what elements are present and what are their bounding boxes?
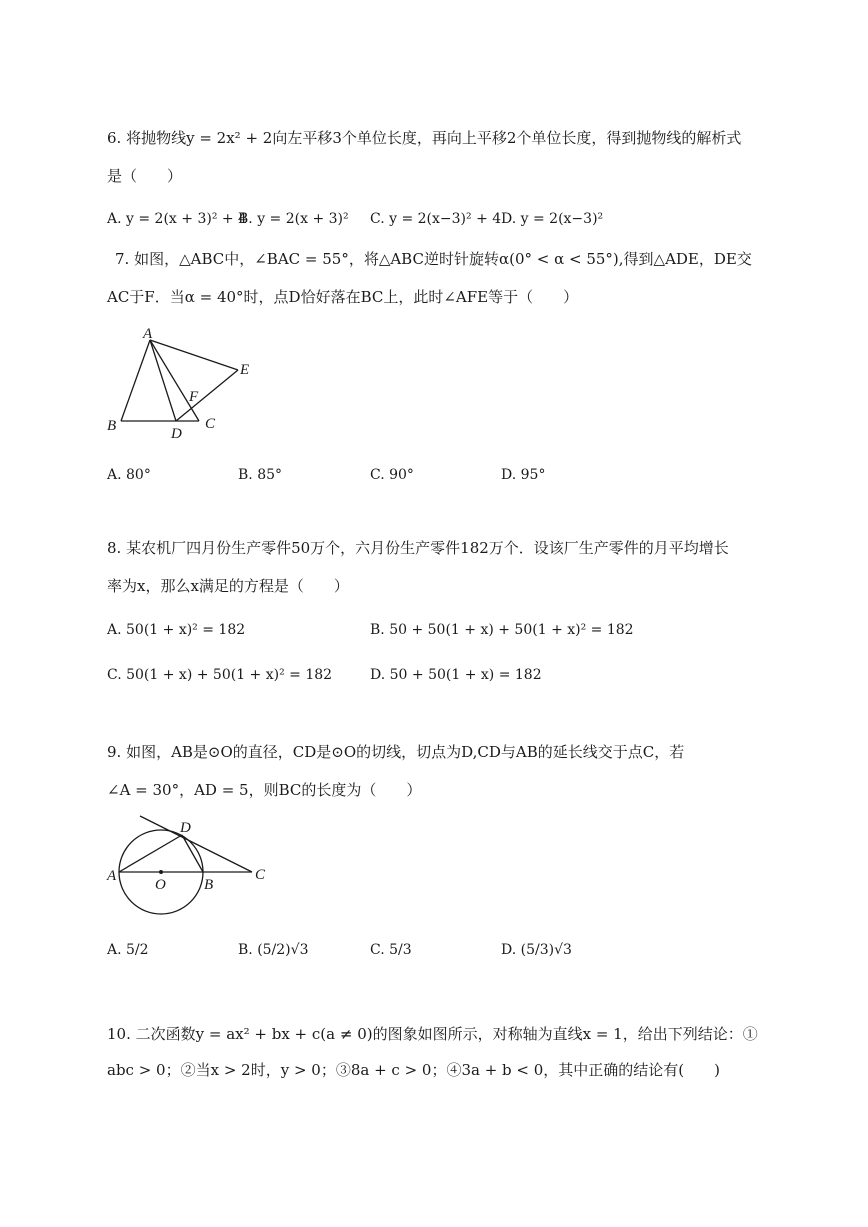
q6-stem-line2: 是（ ） (107, 167, 183, 185)
q9-option-c: C. 5/3 (370, 942, 412, 958)
q7-stem-line1: 7. 如图，△ABC中，∠BAC = 55°，将△ABC逆时针旋转α(0° < α < 55°),得到△ADE，DE交 (115, 250, 752, 268)
q9-label-b: B (204, 877, 214, 893)
q6-stem-line1: 6. 将抛物线y = 2x² + 2向左平移3个单位长度，再向上平移2个单位长度，得到抛物线的解析式 (107, 129, 742, 147)
q7-option-c: C. 90° (370, 467, 414, 483)
q6-option-c: C. y = 2(x−3)² + 4 (370, 211, 502, 227)
q8-stem-line1: 8. 某农机厂四月份生产零件50万个，六月份生产零件182万个．设该厂生产零件的月平均增长 (107, 539, 729, 557)
q6-option-d: D. y = 2(x−3)² (501, 211, 604, 227)
q10-stem-line2: abc > 0；②当x > 2时，y > 0；③8a + c > 0；④3a + b < 0，其中正确的结论有( ) (107, 1061, 721, 1079)
q9-label-o: O (155, 877, 166, 893)
q7-stem-line2: AC于F．当α = 40°时，点D恰好落在BC上，此时∠AFE等于（ ） (107, 288, 579, 306)
q7-label-d: D (171, 426, 182, 442)
q9-stem-line2: ∠A = 30°，AD = 5，则BC的长度为（ ） (107, 781, 422, 799)
q9-option-a: A. 5/2 (107, 942, 149, 958)
q6-option-a: A. y = 2(x + 3)² + 4 (107, 211, 247, 227)
q6-option-b: B. y = 2(x + 3)² (238, 211, 349, 227)
q9-label-d: D (180, 820, 191, 836)
q7-label-e: E (240, 362, 250, 378)
q9-label-a: A (107, 868, 117, 884)
q7-label-b: B (107, 418, 117, 434)
q7-label-f: F (189, 389, 199, 405)
q8-option-b: B. 50 + 50(1 + x) + 50(1 + x)² = 182 (370, 622, 634, 638)
q8-option-a: A. 50(1 + x)² = 182 (107, 622, 246, 638)
q7-option-a: A. 80° (107, 467, 151, 483)
q7-option-b: B. 85° (238, 467, 283, 483)
q8-option-d: D. 50 + 50(1 + x) = 182 (370, 667, 542, 683)
q10-stem-line1: 10. 二次函数y = ax² + bx + c(a ≠ 0)的图象如图所示，对称轴为直线x = 1，给出下列结论：① (107, 1025, 758, 1043)
q9-option-d: D. (5/3)√3 (501, 942, 572, 958)
q8-option-c: C. 50(1 + x) + 50(1 + x)² = 182 (107, 667, 333, 683)
q9-label-c: C (255, 867, 266, 883)
q7-option-d: D. 95° (501, 467, 546, 483)
q8-stem-line2: 率为x，那么x满足的方程是（ ） (107, 577, 349, 595)
q7-label-a: A (143, 326, 153, 342)
q9-stem-line1: 9. 如图，AB是⊙O的直径，CD是⊙O的切线，切点为D,CD与AB的延长线交于点C，若 (107, 743, 685, 761)
q9-option-b: B. (5/2)√3 (238, 942, 309, 958)
q7-label-c: C (205, 416, 216, 432)
